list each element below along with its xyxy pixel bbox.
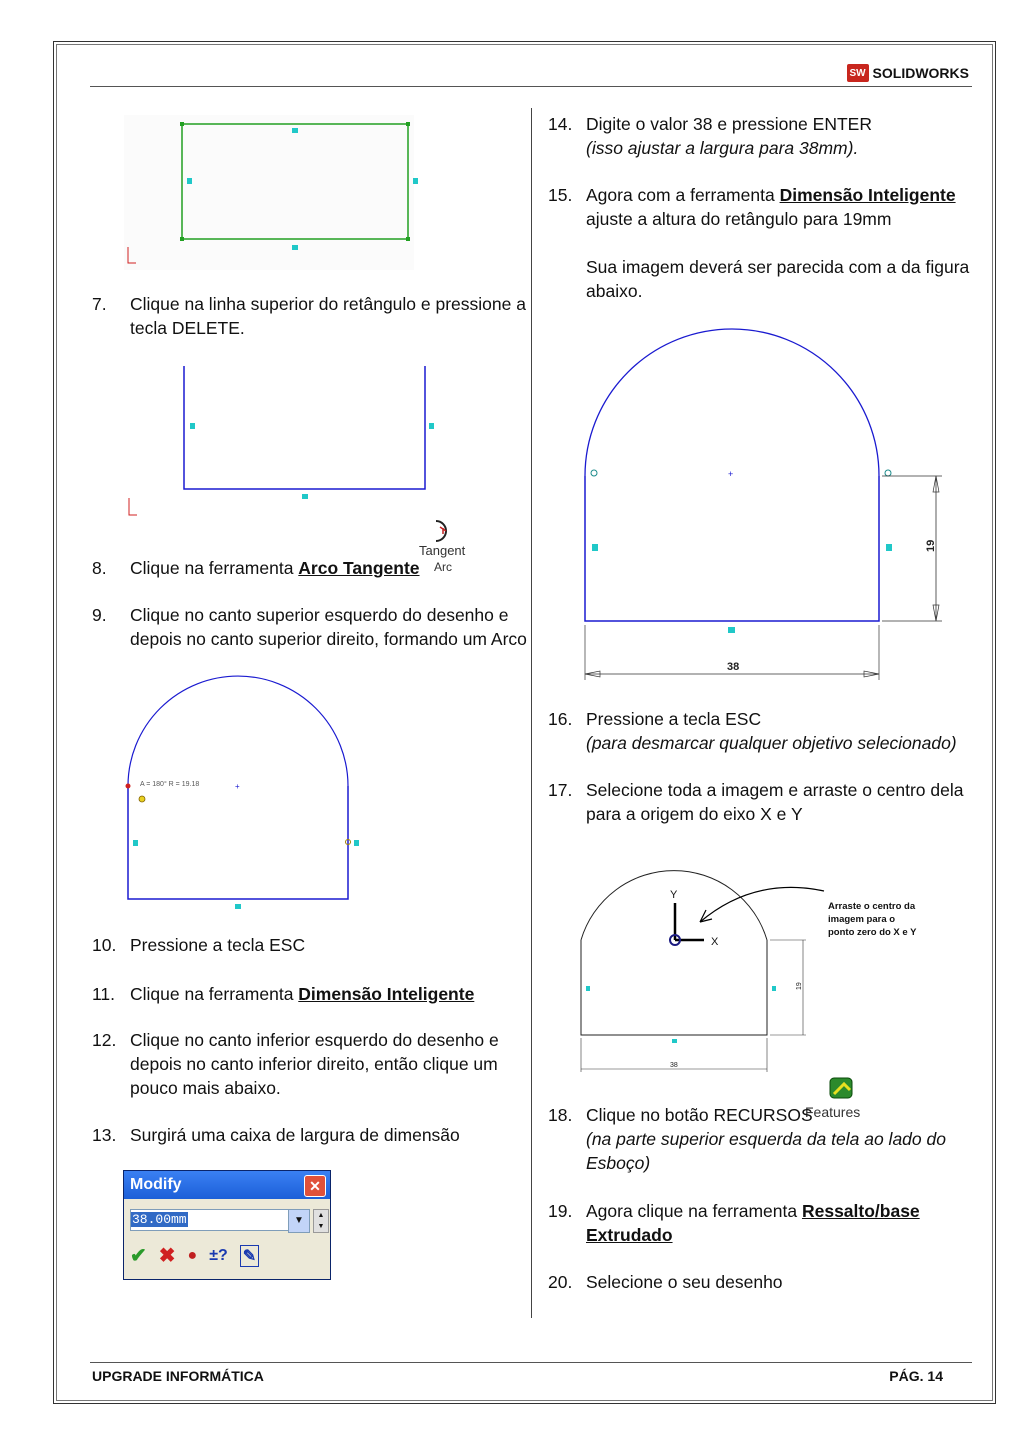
sketch-dimensioned-figure: [570, 320, 950, 690]
features-button[interactable]: [804, 1076, 874, 1122]
footer-company: UPGRADE INFORMÁTICA: [92, 1368, 264, 1384]
svg-text:Tangent: Tangent: [419, 543, 466, 558]
modify-dialog-title: Modify: [130, 1176, 182, 1193]
tangent-arc-icon[interactable]: [414, 515, 474, 575]
modify-dialog-titlebar: [124, 1171, 330, 1199]
dimension-value-input[interactable]: 38.00mm: [130, 1209, 296, 1231]
header-rule: [90, 86, 972, 87]
chevron-down-icon[interactable]: ▼: [288, 1209, 310, 1233]
solidworks-logo-icon: SW: [847, 64, 869, 82]
svg-text:19: 19: [925, 539, 937, 552]
open-rectangle-outline: [184, 366, 425, 489]
spinner-icon[interactable]: ▲ ▼: [313, 1209, 329, 1233]
sketch-origin-figure: [572, 840, 942, 1075]
svg-text:imagem para o: imagem para o: [828, 914, 896, 925]
svg-text:38: 38: [727, 661, 740, 673]
sketch-open-rectangle-figure: [120, 360, 440, 520]
close-icon[interactable]: ✕: [304, 1175, 326, 1197]
tool-name-extruded-boss-2: Extrudado: [586, 1225, 673, 1245]
svg-text:Arc: Arc: [434, 560, 452, 574]
modify-dialog-buttons: [130, 1243, 259, 1268]
tool-name-smart-dimension-2: Dimensão Inteligente: [779, 185, 956, 205]
footer-rule: [90, 1362, 972, 1363]
svg-text:Arraste o centro da: Arraste o centro da: [828, 901, 916, 912]
brand-name: SOLIDWORKS: [872, 65, 969, 81]
checkmark-icon[interactable]: ✔: [130, 1245, 147, 1267]
tool-name-extruded-boss: Ressalto/base: [801, 1201, 920, 1221]
rebuild-icon[interactable]: ●: [187, 1246, 198, 1264]
svg-text:A = 180° R = 19.18: A = 180° R = 19.18: [140, 781, 200, 788]
svg-text:38: 38: [670, 1062, 678, 1069]
svg-text:+: +: [235, 782, 240, 791]
svg-text:Features: Features: [805, 1104, 861, 1120]
sketch-arc-figure: [120, 672, 370, 917]
tool-name-smart-dimension: Dimensão Inteligente: [298, 984, 475, 1004]
brand-logo: [847, 64, 969, 82]
tool-name-tangent-arc: Arco Tangente: [298, 558, 420, 578]
svg-text:X: X: [711, 936, 719, 948]
svg-text:ponto zero do X e Y: ponto zero do X e Y: [828, 927, 917, 938]
column-divider: [531, 108, 532, 1318]
cancel-x-icon[interactable]: ✖: [158, 1245, 176, 1267]
footer-page-number: PÁG. 14: [889, 1368, 943, 1384]
mark-dimension-icon[interactable]: ✎: [240, 1245, 259, 1267]
features-icon: [804, 1076, 874, 1122]
modify-dialog: [123, 1170, 331, 1280]
sketch-rectangle-figure: [120, 115, 420, 270]
svg-text:+: +: [728, 469, 734, 479]
reverse-sense-icon[interactable]: ±?: [209, 1246, 228, 1264]
svg-text:Y: Y: [670, 889, 678, 901]
svg-text:19: 19: [796, 982, 803, 990]
